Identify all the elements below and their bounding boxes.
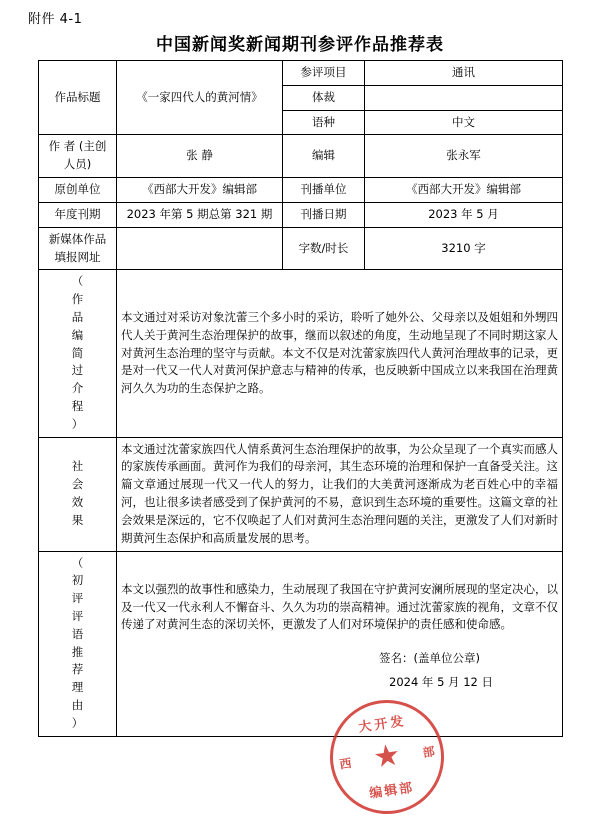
author-value: 张 静 — [117, 135, 283, 178]
table-row — [39, 135, 563, 178]
category-value: 通讯 — [365, 61, 563, 86]
newmedia-url-label-line2: 填报网址 — [54, 249, 101, 264]
editor-label: 编辑 — [283, 135, 365, 178]
page-title: 中国新闻奖新闻期刊参评作品推荐表 — [156, 35, 444, 55]
work-title-value: 《一家四代人的黄河情》 — [117, 61, 283, 135]
publish-unit-label: 刊播单位 — [283, 178, 365, 203]
process-section-text: 本文通过对采访对象沈蕾三个多小时的采访，聆听了她外公、父母亲以及姐姐和外甥四代人关于黄河生态治理保护的故事，继而以叙述的角度，生动地呈现了不同时期这家人对黄河生态治理的坚守与贡献。本文不仅是对沈蕾家族四代人黄河治理故事的记录，更是对一代又一代人对黄河保护意志与精神的传承，也反映新中国成立以来我国在治理黄河久久为功的生态保护之路。 — [117, 270, 563, 437]
publish-date-label: 刊播日期 — [283, 202, 365, 227]
wordcount-value: 3210 字 — [365, 227, 563, 270]
newmedia-url-value — [117, 227, 283, 270]
newmedia-url-label-line1: 新媒体作品 — [48, 231, 107, 246]
wordcount-label: 字数/时长 — [283, 227, 365, 270]
work-title-label: 作品标题 — [39, 61, 117, 135]
table-row — [39, 202, 563, 227]
table-row — [39, 227, 563, 270]
signature-date: 2024 年 5 月 12 日 — [389, 675, 493, 690]
author-label — [39, 135, 117, 178]
editor-value: 张永军 — [365, 135, 563, 178]
recommendation-form-table — [38, 60, 563, 737]
table-row — [39, 61, 563, 86]
section-row-process — [39, 270, 563, 437]
seal-right-text: 部 — [421, 744, 436, 760]
year-issue-label: 年度刊期 — [39, 202, 117, 227]
original-unit-value: 《西部大开发》编辑部 — [117, 178, 283, 203]
social-effect-section-text: 本文通过沈蕾家族四代人情系黄河生态治理保护的故事，为公众呈现了一个真实而感人的家族传承画面。黄河作为我们的母亲河，其生态环境的治理和保护一直备受关注。这篇文章通过展现一代又一代人的努力，让我们的大美黄河逐渐成为老百姓心中的幸福河，也让很多读者感受到了保护黄河的不易，意识到生态环境的重要性。这篇文章的社会效果是深远的，它不仅唤起了人们对黄河生态治理问题的关注，更激发了人们对新时期黄河生态保护和高质量发展的思考。 — [117, 437, 563, 551]
attachment-number: 附件 4-1 — [28, 12, 83, 27]
recommendation-section-label: （ 初 评 评 语 推 荐 理 由 ） — [39, 551, 117, 736]
seal-star-icon: ★ — [371, 737, 403, 776]
process-section-label: （ 作 品 编 简 过 介 程 ） — [39, 270, 117, 437]
section-row-recommendation — [39, 551, 563, 736]
signature-line: 签名：(盖单位公章) — [379, 651, 480, 666]
author-label-line2: (主创人员) — [63, 139, 107, 172]
section-row-effect — [39, 437, 563, 551]
genre-label: 体裁 — [283, 85, 365, 110]
category-label: 参评项目 — [283, 61, 365, 86]
seal-top-text: 大开发 — [357, 714, 408, 736]
author-label-line1: 作 者 — [48, 139, 76, 154]
original-unit-label: 原创单位 — [39, 178, 117, 203]
year-issue-value: 2023 年第 5 期总第 321 期 — [117, 202, 283, 227]
table-row — [39, 178, 563, 203]
seal-bottom-text: 编辑部 — [368, 780, 416, 802]
signature-block — [121, 648, 558, 706]
seal-left-text: 西 — [338, 756, 353, 772]
newmedia-url-label — [39, 227, 117, 270]
language-label: 语种 — [283, 110, 365, 135]
publish-date-value: 2023 年 5 月 — [365, 202, 563, 227]
recommendation-section-body — [117, 551, 563, 736]
language-value: 中文 — [365, 110, 563, 135]
recommendation-section-text: 本文以强烈的故事性和感染力，生动展现了我国在守护黄河安澜所展现的坚定决心，以及一代又一代永利人不懈奋斗、久久为功的崇高精神。通过沈蕾家族的视角，文章不仅传递了对黄河生态的深切关怀，更激发了人们对环境保护的责任感和使命感。 — [121, 581, 558, 632]
publish-unit-value: 《西部大开发》编辑部 — [365, 178, 563, 203]
social-effect-section-label: 社 会 效 果 — [39, 437, 117, 551]
genre-value — [365, 85, 563, 110]
